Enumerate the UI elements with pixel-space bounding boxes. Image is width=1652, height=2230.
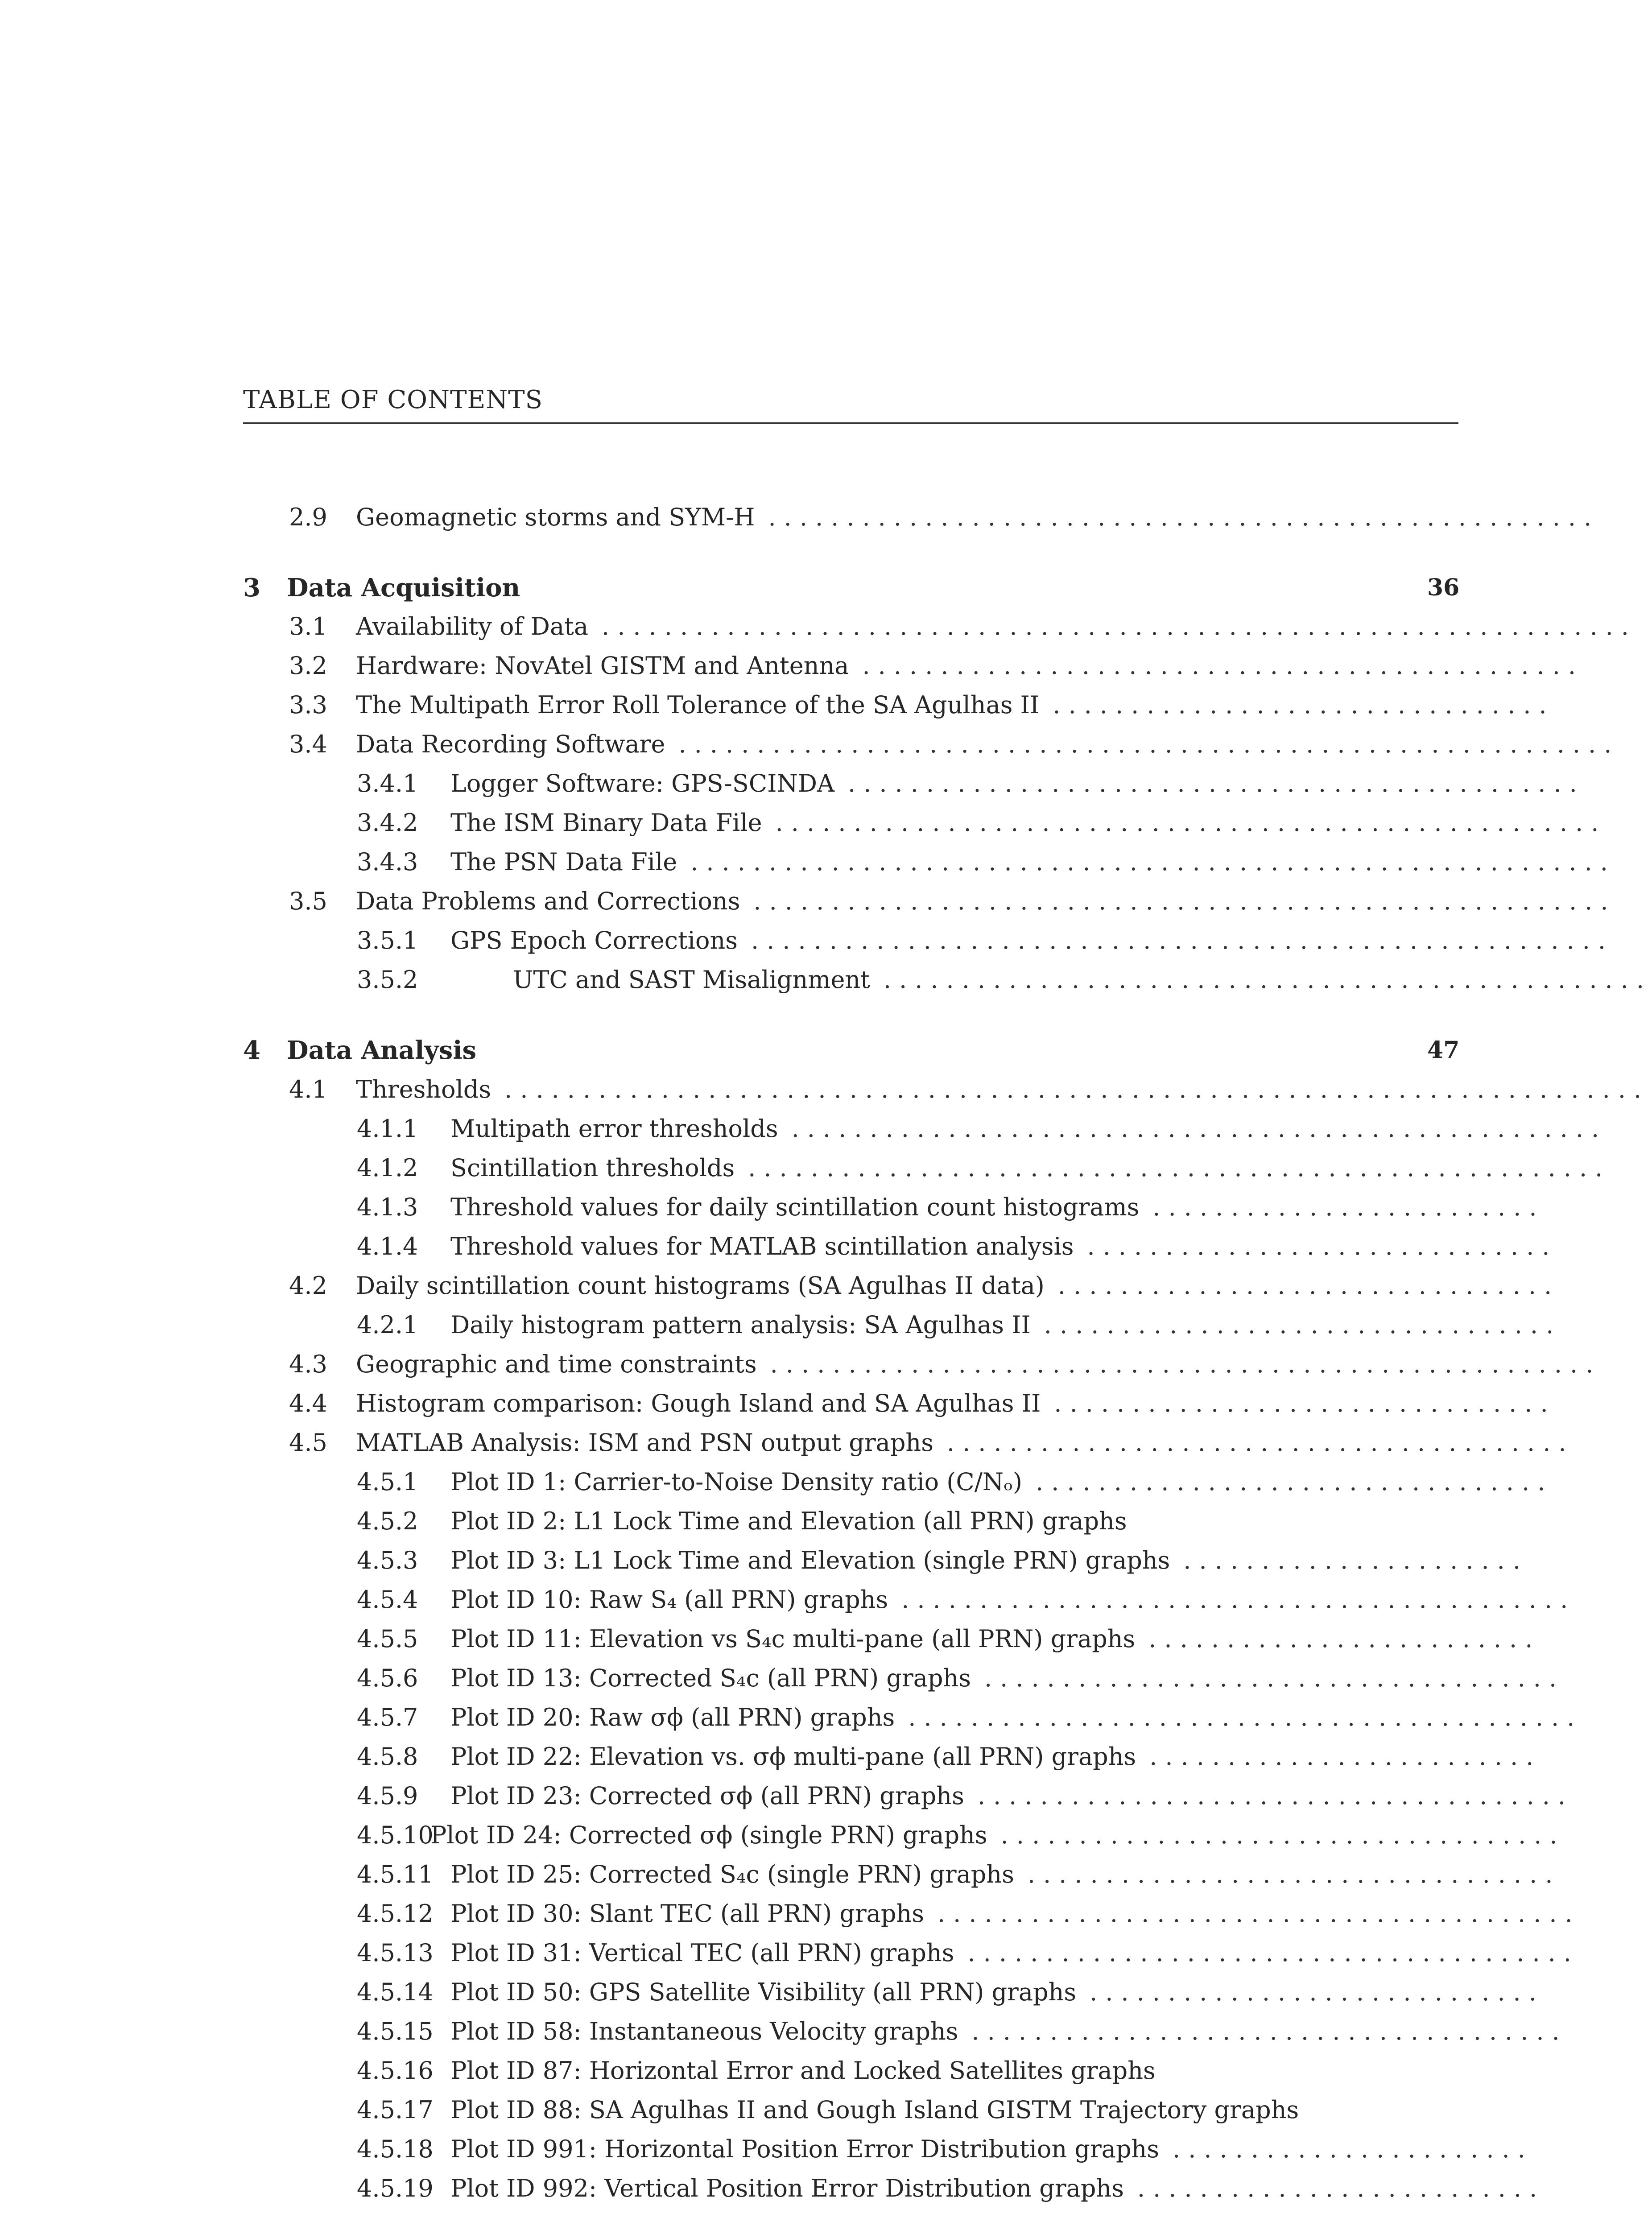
dot-leader: ......................................... bbox=[937, 1900, 1581, 1928]
toc-entry-title: Data Problems and Corrections bbox=[356, 887, 740, 915]
toc-entry-title: Plot ID 58: Instantaneous Velocity graphs bbox=[450, 2017, 958, 2045]
dot-leader: ............................................... bbox=[848, 769, 1585, 797]
toc-section[interactable] bbox=[289, 1386, 1556, 1421]
toc-entry-title: Histogram comparison: Gough Island and SA Agulhas II bbox=[356, 1389, 1041, 1417]
dot-leader: ..................................................... bbox=[770, 1350, 1602, 1378]
toc-entry-title: Scintillation thresholds bbox=[450, 1154, 735, 1182]
dot-leader: ................................. bbox=[1035, 1468, 1553, 1496]
toc-entry-title: Plot ID 10: Raw S₄ (all PRN) graphs bbox=[450, 1586, 888, 1614]
dot-leader: ............................................................ bbox=[678, 730, 1620, 758]
toc-entry-number: 4.5.10 bbox=[357, 1821, 434, 1849]
toc-entry-title: Geographic and time constraints bbox=[356, 1350, 757, 1378]
toc-entry-title: Plot ID 20: Raw σϕ (all PRN) graphs bbox=[450, 1703, 895, 1731]
dot-leader: ................................ bbox=[1054, 1389, 1556, 1417]
toc-subsection[interactable] bbox=[357, 1896, 1581, 1932]
toc-entry-number: 4.1.2 bbox=[357, 1154, 418, 1182]
running-header: TABLE OF CONTENTS bbox=[243, 385, 543, 414]
toc-entry-title: Plot ID 22: Elevation vs. σϕ multi-pane (all PRN) graphs bbox=[450, 1743, 1136, 1771]
toc-entry-title: Threshold values for MATLAB scintillation analysis bbox=[450, 1232, 1074, 1260]
toc-chapter[interactable] bbox=[243, 570, 1481, 606]
dot-leader: ......................... bbox=[1149, 1743, 1542, 1771]
toc-entry-title: Data Recording Software bbox=[356, 730, 665, 758]
toc-entry-number: 4.1.4 bbox=[357, 1232, 418, 1260]
toc-chapter[interactable] bbox=[243, 1032, 1481, 1068]
dot-leader: ................................ bbox=[1057, 1272, 1560, 1300]
toc-subsection[interactable] bbox=[357, 1739, 1542, 1775]
toc-subsection[interactable] bbox=[357, 1307, 1562, 1343]
toc-entry-title: Plot ID 992: Vertical Position Error Distribution graphs bbox=[450, 2174, 1124, 2202]
toc-subsection[interactable] bbox=[357, 1857, 1561, 1892]
toc-section[interactable] bbox=[289, 1425, 1574, 1461]
toc-subsection[interactable] bbox=[357, 1778, 1574, 1814]
toc-entry-title: Plot ID 11: Elevation vs S₄c multi-pane (all PRN) graphs bbox=[450, 1625, 1136, 1653]
toc-entry-number: 4.5.18 bbox=[357, 2135, 434, 2163]
toc-entry-number: 3.4.3 bbox=[357, 848, 418, 876]
toc-entry-title: Plot ID 2: L1 Lock Time and Elevation (all PRN) graphs bbox=[450, 1507, 1127, 1535]
dot-leader: ....................................... bbox=[967, 1939, 1579, 1967]
dot-leader: ....................................................... bbox=[753, 887, 1616, 915]
toc-entry-title: Daily histogram pattern analysis: SA Agulhas II bbox=[450, 1311, 1031, 1339]
toc-entry-title: Daily scintillation count histograms (SA Agulhas II data) bbox=[356, 1272, 1045, 1300]
dot-leader: ...................................... bbox=[977, 1782, 1574, 1810]
toc-entry-number: 4.5.9 bbox=[357, 1782, 418, 1810]
dot-leader: ................................. bbox=[1044, 1311, 1562, 1339]
toc-entry-title: Hardware: NovAtel GISTM and Antenna bbox=[356, 652, 849, 680]
dot-leader: ......................................................................... bbox=[504, 1075, 1650, 1103]
toc-subsection[interactable] bbox=[357, 1935, 1579, 1971]
dot-leader: ......................... bbox=[1148, 1625, 1541, 1653]
toc-entry-title: Threshold values for daily scintillation count histograms bbox=[450, 1193, 1140, 1221]
toc-entry-title: Plot ID 31: Vertical TEC (all PRN) graphs bbox=[450, 1939, 954, 1967]
toc-entry-title: Plot ID 23: Corrected σϕ (all PRN) graphs bbox=[450, 1782, 964, 1810]
toc-entry-number: 3.5.2 bbox=[357, 966, 418, 994]
toc-entry-number: 4.5.19 bbox=[357, 2174, 434, 2202]
toc-entry-title: UTC and SAST Misalignment bbox=[513, 966, 870, 994]
toc-section[interactable] bbox=[289, 648, 1584, 684]
toc-entry-number: 4.2.1 bbox=[357, 1311, 418, 1339]
toc-entry-title: The ISM Binary Data File bbox=[450, 809, 762, 837]
toc-entry-number: 3.5.1 bbox=[357, 926, 418, 954]
toc-entry-number: 4.4 bbox=[289, 1389, 327, 1417]
toc-entry-number: 4.5.12 bbox=[357, 1900, 434, 1928]
dot-leader: ..................................... bbox=[984, 1664, 1565, 1692]
toc-subsection[interactable] bbox=[357, 1229, 1558, 1264]
toc-subsection[interactable] bbox=[357, 766, 1585, 801]
dot-leader: .............................. bbox=[1087, 1232, 1558, 1260]
toc-subsection[interactable] bbox=[357, 1150, 1611, 1186]
toc-entry-title: Thresholds bbox=[356, 1075, 491, 1103]
toc-subsection[interactable] bbox=[357, 1111, 1607, 1147]
toc-entry-number: 3.3 bbox=[289, 691, 327, 719]
toc-subsection[interactable] bbox=[357, 805, 1607, 841]
dot-leader: ................................................. bbox=[883, 966, 1652, 994]
toc-section[interactable] bbox=[289, 500, 1600, 535]
dot-leader: .................................................... bbox=[791, 1115, 1607, 1143]
toc-subsection[interactable] bbox=[357, 2053, 1481, 2089]
toc-entry-number: 4.1.1 bbox=[357, 1115, 418, 1143]
dot-leader: ......................... bbox=[1152, 1193, 1545, 1221]
toc-entry-number: 4.5.8 bbox=[357, 1743, 418, 1771]
toc-subsection[interactable] bbox=[357, 1543, 1528, 1578]
toc-entry-number: 3 bbox=[243, 573, 260, 603]
toc-subsection[interactable] bbox=[357, 2171, 1545, 2206]
toc-entry-number: 4.5 bbox=[289, 1429, 327, 1457]
toc-subsection[interactable] bbox=[357, 1503, 1481, 1539]
toc-entry-number: 4.5.6 bbox=[357, 1664, 418, 1692]
dot-leader: .......................... bbox=[1137, 2174, 1545, 2202]
toc-entry-title: Multipath error thresholds bbox=[450, 1115, 778, 1143]
toc-page-number: 47 bbox=[1427, 1037, 1460, 1064]
dot-leader: ...................... bbox=[1183, 1546, 1528, 1574]
toc-entry-number: 4.5.11 bbox=[357, 1860, 434, 1888]
toc-entry-title: Plot ID 24: Corrected σϕ (single PRN) graphs bbox=[430, 1821, 987, 1849]
toc-entry-number: 4.5.4 bbox=[357, 1586, 418, 1614]
dot-leader: .................................... bbox=[1000, 1821, 1565, 1849]
toc-entry-number: 2.9 bbox=[289, 503, 327, 531]
toc-entry-title: Data Acquisition bbox=[287, 573, 520, 603]
toc-subsection[interactable] bbox=[357, 923, 1614, 958]
toc-entry-title: Plot ID 1: Carrier-to-Noise Density ratio (C/Nₒ) bbox=[450, 1468, 1022, 1496]
toc-subsection[interactable] bbox=[357, 1189, 1545, 1225]
toc-entry-number: 4.1 bbox=[289, 1075, 327, 1103]
dot-leader: ..................................................... bbox=[768, 503, 1600, 531]
toc-entry-number: 3.5 bbox=[289, 887, 327, 915]
toc-entry-number: 4.5.16 bbox=[357, 2057, 434, 2085]
toc-entry-number: 4.5.15 bbox=[357, 2017, 434, 2045]
toc-entry-title: Plot ID 13: Corrected S₄c (all PRN) graphs bbox=[450, 1664, 971, 1692]
toc-entry-title: Plot ID 30: Slant TEC (all PRN) graphs bbox=[450, 1900, 924, 1928]
toc-entry-title: GPS Epoch Corrections bbox=[450, 926, 738, 954]
toc-subsection[interactable] bbox=[357, 2092, 1481, 2128]
toc-entry-title: Plot ID 88: SA Agulhas II and Gough Island GISTM Trajectory graphs bbox=[450, 2096, 1299, 2124]
dot-leader: .................................. bbox=[1027, 1860, 1561, 1888]
toc-entry-title: Geomagnetic storms and SYM-H bbox=[356, 503, 755, 531]
toc-subsection[interactable] bbox=[357, 844, 1616, 880]
toc-subsection[interactable] bbox=[357, 962, 1652, 998]
toc-entry-title: Availability of Data bbox=[356, 612, 589, 640]
toc-entry-number: 4.5.2 bbox=[357, 1507, 418, 1535]
dot-leader: ....................................................... bbox=[751, 926, 1614, 954]
toc-entry-number: 3.4.2 bbox=[357, 809, 418, 837]
toc-entry-number: 3.1 bbox=[289, 612, 327, 640]
toc-entry-number: 3.2 bbox=[289, 652, 327, 680]
toc-subsection[interactable] bbox=[357, 1464, 1553, 1500]
dot-leader: .............................................. bbox=[862, 652, 1584, 680]
dot-leader: .................................................................. bbox=[602, 612, 1637, 640]
toc-entry-title: Plot ID 991: Horizontal Position Error Distribution graphs bbox=[450, 2135, 1160, 2163]
dot-leader: ........................................ bbox=[946, 1429, 1574, 1457]
toc-entry-number: 4.5.14 bbox=[357, 1978, 434, 2006]
dot-leader: ........................................... bbox=[908, 1703, 1583, 1731]
dot-leader: ................................ bbox=[1053, 691, 1555, 719]
toc-entry-title: The Multipath Error Roll Tolerance of the SA Agulhas II bbox=[356, 691, 1040, 719]
toc-entry-number: 4.5.7 bbox=[357, 1703, 418, 1731]
toc-section[interactable] bbox=[289, 609, 1637, 644]
dot-leader: ...................................... bbox=[971, 2017, 1568, 2045]
toc-entry-title: Plot ID 3: L1 Lock Time and Elevation (single PRN) graphs bbox=[450, 1546, 1170, 1574]
toc-entry-title: Plot ID 50: GPS Satellite Visibility (all PRN) graphs bbox=[450, 1978, 1077, 2006]
toc-section[interactable] bbox=[289, 884, 1616, 919]
toc-entry-number: 4 bbox=[243, 1036, 260, 1065]
dot-leader: ........................................... bbox=[901, 1586, 1576, 1614]
toc-entry-number: 4.2 bbox=[289, 1272, 327, 1300]
dot-leader: ............................. bbox=[1090, 1978, 1545, 2006]
toc-page-number: 36 bbox=[1427, 574, 1460, 601]
toc-entry-number: 4.1.3 bbox=[357, 1193, 418, 1221]
toc-subsection[interactable] bbox=[357, 1817, 1565, 1853]
toc-entry-number: 4.5.13 bbox=[357, 1939, 434, 1967]
toc-section[interactable] bbox=[289, 687, 1555, 723]
toc-entry-title: Data Analysis bbox=[287, 1036, 477, 1065]
toc-subsection[interactable] bbox=[357, 1974, 1545, 2010]
toc-entry-number: 4.5.17 bbox=[357, 2096, 434, 2124]
toc-subsection[interactable] bbox=[357, 1700, 1583, 1735]
toc-entry-title: The PSN Data File bbox=[450, 848, 677, 876]
toc-entry-title: Logger Software: GPS-SCINDA bbox=[450, 769, 835, 797]
toc-entry-number: 4.5.5 bbox=[357, 1625, 418, 1653]
toc-subsection[interactable] bbox=[357, 1582, 1576, 1618]
toc-subsection[interactable] bbox=[357, 2014, 1568, 2049]
toc-subsection[interactable] bbox=[357, 1621, 1541, 1657]
toc-subsection[interactable] bbox=[357, 2131, 1533, 2167]
toc-section[interactable] bbox=[289, 1346, 1602, 1382]
dot-leader: ........................................................... bbox=[690, 848, 1616, 876]
toc-entry-number: 3.4.1 bbox=[357, 769, 418, 797]
toc-section[interactable] bbox=[289, 1268, 1560, 1304]
toc-entry-number: 3.4 bbox=[289, 730, 327, 758]
toc-subsection[interactable] bbox=[357, 1660, 1565, 1696]
dot-leader: ..................................................... bbox=[775, 809, 1607, 837]
dot-leader: ....................................................... bbox=[748, 1154, 1611, 1182]
toc-section[interactable] bbox=[289, 727, 1620, 762]
dot-leader: ....................... bbox=[1173, 2135, 1533, 2163]
toc-entry-number: 4.5.3 bbox=[357, 1546, 418, 1574]
toc-entry-title: Plot ID 87: Horizontal Error and Locked Satellites graphs bbox=[450, 2057, 1156, 2085]
toc-entry-number: 4.5.1 bbox=[357, 1468, 418, 1496]
toc-entry-number: 4.3 bbox=[289, 1350, 327, 1378]
toc-section[interactable] bbox=[289, 1072, 1650, 1107]
toc-entry-title: MATLAB Analysis: ISM and PSN output graphs bbox=[356, 1429, 933, 1457]
toc-entry-title: Plot ID 25: Corrected S₄c (single PRN) graphs bbox=[450, 1860, 1014, 1888]
